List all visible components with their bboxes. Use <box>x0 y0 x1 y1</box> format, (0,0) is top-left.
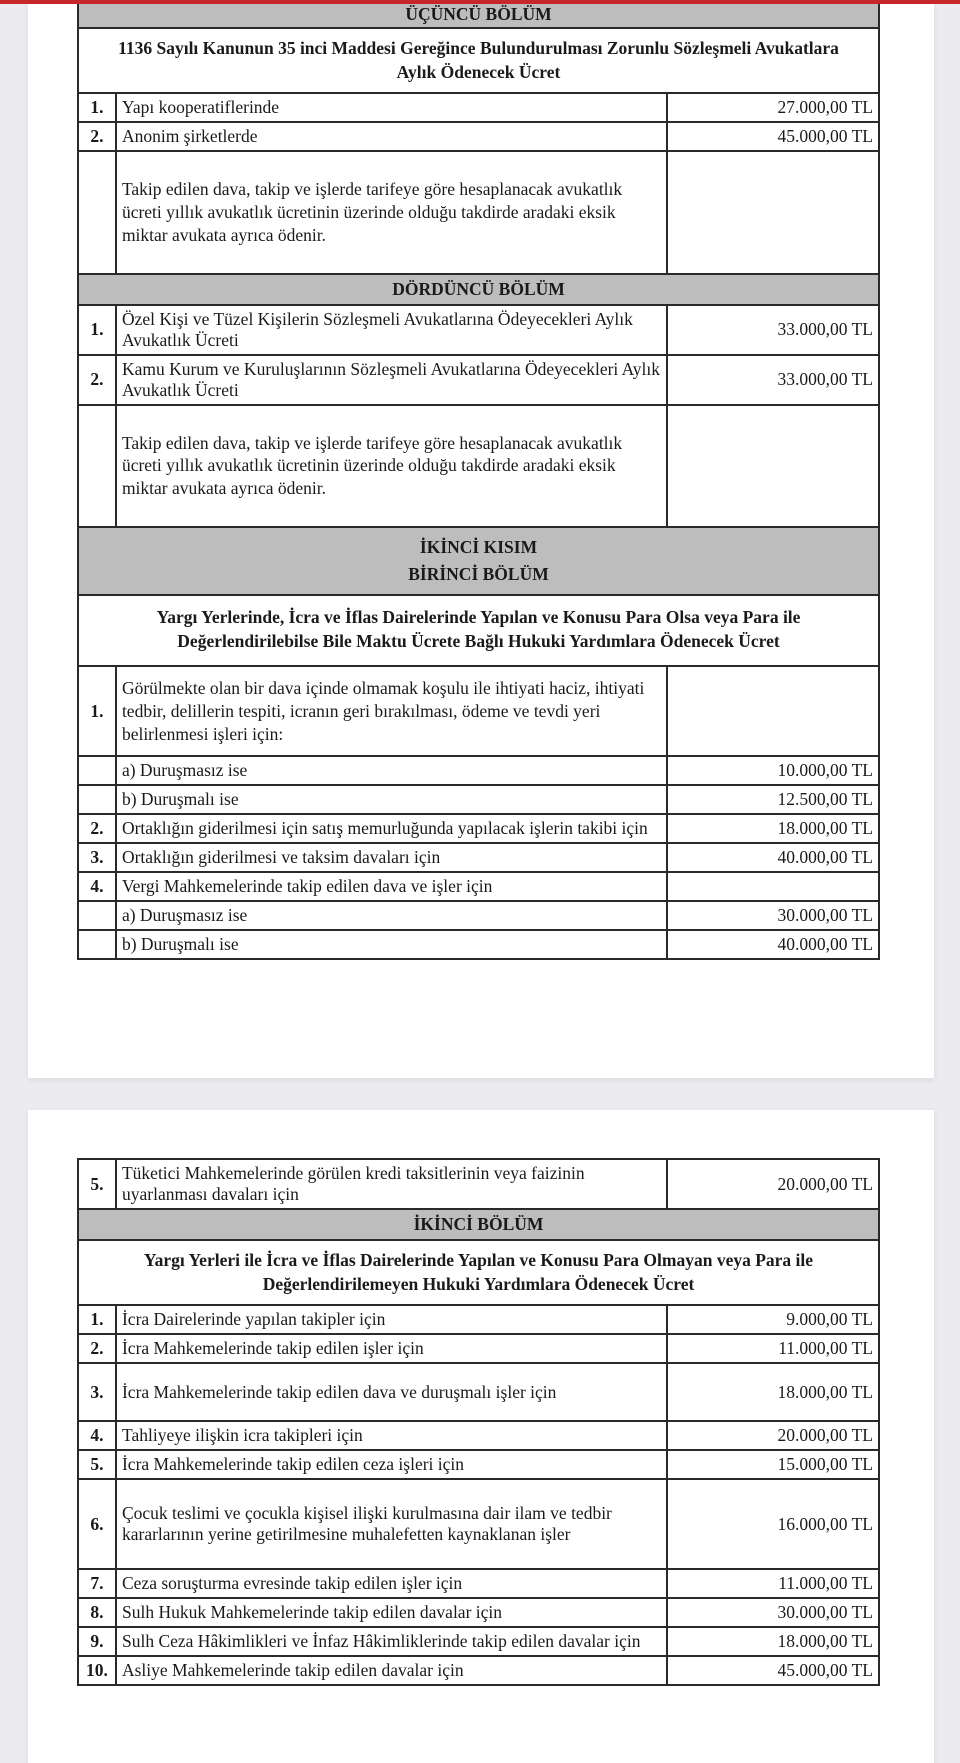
row-number: 2. <box>78 1334 116 1363</box>
row-number: 7. <box>78 1569 116 1598</box>
row-description: Ceza soruşturma evresinde takip edilen işler için <box>116 1569 667 1598</box>
row-amount: 40.000,00 TL <box>667 930 879 959</box>
row-description: a) Duruşmasız ise <box>116 756 667 785</box>
note-row <box>78 151 879 273</box>
row-amount-empty <box>667 151 879 273</box>
row-number: 1. <box>78 666 116 756</box>
row-description: Özel Kişi ve Tüzel Kişilerin Sözleşmeli Avukatlarına Ödeyecekleri Aylık Avukatlık Ücreti <box>116 305 667 355</box>
row-number: 10. <box>78 1656 116 1685</box>
document-page-2[interactable] <box>28 1110 934 1763</box>
part-heading: İKİNCİ KISIM <box>419 536 538 557</box>
row-amount: 18.000,00 TL <box>667 1363 879 1421</box>
table-row <box>78 756 879 785</box>
section-title-row <box>78 1240 879 1305</box>
row-description: İcra Mahkemelerinde takip edilen dava ve duruşmalı işler için <box>116 1363 667 1421</box>
section-heading-row <box>78 4 879 28</box>
row-description: Tüketici Mahkemelerinde görülen kredi taksitlerinin veya faizinin uyarlanması davaları için <box>116 1159 667 1209</box>
table-row <box>78 93 879 122</box>
row-description: a) Duruşmasız ise <box>116 901 667 930</box>
fee-table-page-2 <box>77 1158 880 1686</box>
row-amount: 11.000,00 TL <box>667 1334 879 1363</box>
table-row <box>78 1627 879 1656</box>
row-amount: 30.000,00 TL <box>667 901 879 930</box>
row-amount: 45.000,00 TL <box>667 122 879 151</box>
row-number: 2. <box>78 122 116 151</box>
row-description: İcra Mahkemelerinde takip edilen ceza işleri için <box>116 1450 667 1479</box>
row-description: Yapı kooperatiflerinde <box>116 93 667 122</box>
row-number: 6. <box>78 1479 116 1569</box>
row-number: 5. <box>78 1450 116 1479</box>
section-heading-row <box>78 527 879 595</box>
row-description: Ortaklığın giderilmesi için satış memurluğunda yapılacak işlerin takibi için <box>116 814 667 843</box>
row-description: İcra Dairelerinde yapılan takipler için <box>116 1305 667 1334</box>
table-row <box>78 1159 879 1209</box>
row-description: Ortaklığın giderilmesi ve taksim davaları için <box>116 843 667 872</box>
row-description: Anonim şirketlerde <box>116 122 667 151</box>
row-description: b) Duruşmalı ise <box>116 785 667 814</box>
table-row <box>78 305 879 355</box>
section-heading: İKİNCİ BÖLÜM <box>78 1209 879 1240</box>
section-title-row <box>78 28 879 93</box>
row-description: Asliye Mahkemelerinde takip edilen davalar için <box>116 1656 667 1685</box>
section-heading-row <box>78 1209 879 1240</box>
section-title: Yargı Yerlerinde, İcra ve İflas Dairelerinde Yapılan ve Konusu Para Olsa veya Para ile Değerlendirilebilse Bile Maktu Ücrete Bağlı Hukuki Yardımlara Ödenecek Ücret <box>78 595 879 666</box>
row-number: 2. <box>78 355 116 405</box>
row-number <box>78 930 116 959</box>
table-row <box>78 1569 879 1598</box>
table-row <box>78 1598 879 1627</box>
row-description: Vergi Mahkemelerinde takip edilen dava ve işler için <box>116 872 667 901</box>
table-row <box>78 1363 879 1421</box>
row-amount: 9.000,00 TL <box>667 1305 879 1334</box>
row-amount <box>667 872 879 901</box>
row-amount: 16.000,00 TL <box>667 1479 879 1569</box>
table-row <box>78 1479 879 1569</box>
table-row <box>78 1305 879 1334</box>
row-number-empty <box>78 405 116 527</box>
section-heading <box>78 527 879 595</box>
chapter-heading: BİRİNCİ BÖLÜM <box>408 563 549 584</box>
row-number: 5. <box>78 1159 116 1209</box>
row-number: 8. <box>78 1598 116 1627</box>
table-row <box>78 930 879 959</box>
row-number <box>78 785 116 814</box>
note-row <box>78 405 879 527</box>
row-amount-empty <box>667 405 879 527</box>
row-number: 2. <box>78 814 116 843</box>
section-title: Yargı Yerleri ile İcra ve İflas Dairelerinde Yapılan ve Konusu Para Olmayan veya Para ile Değerlendirilemeyen Hukuki Yardımlara Ödenecek Ücret <box>78 1240 879 1305</box>
row-amount: 18.000,00 TL <box>667 1627 879 1656</box>
table-row <box>78 666 879 756</box>
row-number-empty <box>78 151 116 273</box>
table-row <box>78 1421 879 1450</box>
row-description: Görülmekte olan bir dava içinde olmamak koşulu ile ihtiyati haciz, ihtiyati tedbir, delillerin tespiti, icranın geri bırakılması, ödeme ve tevdi yeri belirlenmesi işleri için: <box>116 666 667 756</box>
row-amount: 30.000,00 TL <box>667 1598 879 1627</box>
row-amount: 10.000,00 TL <box>667 756 879 785</box>
row-description: Kamu Kurum ve Kuruluşlarının Sözleşmeli Avukatlarına Ödeyecekleri Aylık Avukatlık Ücreti <box>116 355 667 405</box>
row-number: 1. <box>78 305 116 355</box>
row-amount <box>667 666 879 756</box>
table-row <box>78 872 879 901</box>
row-number: 4. <box>78 1421 116 1450</box>
row-amount: 33.000,00 TL <box>667 305 879 355</box>
row-amount: 12.500,00 TL <box>667 785 879 814</box>
table-row <box>78 814 879 843</box>
table-row <box>78 785 879 814</box>
section-note: Takip edilen dava, takip ve işlerde tarifeye göre hesaplanacak avukatlık ücreti yıllık avukatlık ücretinin üzerinde olduğu takdirde aradaki eksik miktar avukata ayrıca ödenir. <box>116 405 667 527</box>
row-amount: 15.000,00 TL <box>667 1450 879 1479</box>
section-heading-row <box>78 274 879 305</box>
row-number: 9. <box>78 1627 116 1656</box>
row-number: 3. <box>78 1363 116 1421</box>
table-row <box>78 843 879 872</box>
row-amount: 33.000,00 TL <box>667 355 879 405</box>
row-description: İcra Mahkemelerinde takip edilen işler için <box>116 1334 667 1363</box>
table-row <box>78 901 879 930</box>
section-heading: ÜÇÜNCÜ BÖLÜM <box>78 4 879 28</box>
table-row <box>78 355 879 405</box>
row-amount: 20.000,00 TL <box>667 1421 879 1450</box>
row-description: Tahliyeye ilişkin icra takipleri için <box>116 1421 667 1450</box>
table-row <box>78 1450 879 1479</box>
row-amount: 11.000,00 TL <box>667 1569 879 1598</box>
row-amount: 20.000,00 TL <box>667 1159 879 1209</box>
table-row <box>78 1656 879 1685</box>
row-description: b) Duruşmalı ise <box>116 930 667 959</box>
section-note: Takip edilen dava, takip ve işlerde tarifeye göre hesaplanacak avukatlık ücreti yıllık avukatlık ücretinin üzerinde olduğu takdirde aradaki eksik miktar avukata ayrıca ödenir. <box>116 151 667 273</box>
row-number <box>78 756 116 785</box>
document-page-1[interactable] <box>28 4 934 1078</box>
row-number: 3. <box>78 843 116 872</box>
row-amount: 27.000,00 TL <box>667 93 879 122</box>
row-amount: 18.000,00 TL <box>667 814 879 843</box>
section-heading: DÖRDÜNCÜ BÖLÜM <box>78 274 879 305</box>
section-title: 1136 Sayılı Kanunun 35 inci Maddesi Gereğince Bulundurulması Zorunlu Sözleşmeli Avukatlara Aylık Ödenecek Ücret <box>78 28 879 93</box>
row-amount: 45.000,00 TL <box>667 1656 879 1685</box>
row-amount: 40.000,00 TL <box>667 843 879 872</box>
row-number: 1. <box>78 1305 116 1334</box>
row-number <box>78 901 116 930</box>
table-row <box>78 1334 879 1363</box>
row-description: Çocuk teslimi ve çocukla kişisel ilişki kurulmasına dair ilam ve tedbir kararlarının yerine getirilmesine muhalefetten kaynaklanan işler <box>116 1479 667 1569</box>
row-number: 4. <box>78 872 116 901</box>
row-description: Sulh Hukuk Mahkemelerinde takip edilen davalar için <box>116 1598 667 1627</box>
table-row <box>78 122 879 151</box>
fee-table-page-1 <box>77 4 880 960</box>
section-title-row <box>78 595 879 666</box>
row-number: 1. <box>78 93 116 122</box>
row-description: Sulh Ceza Hâkimlikleri ve İnfaz Hâkimliklerinde takip edilen davalar için <box>116 1627 667 1656</box>
